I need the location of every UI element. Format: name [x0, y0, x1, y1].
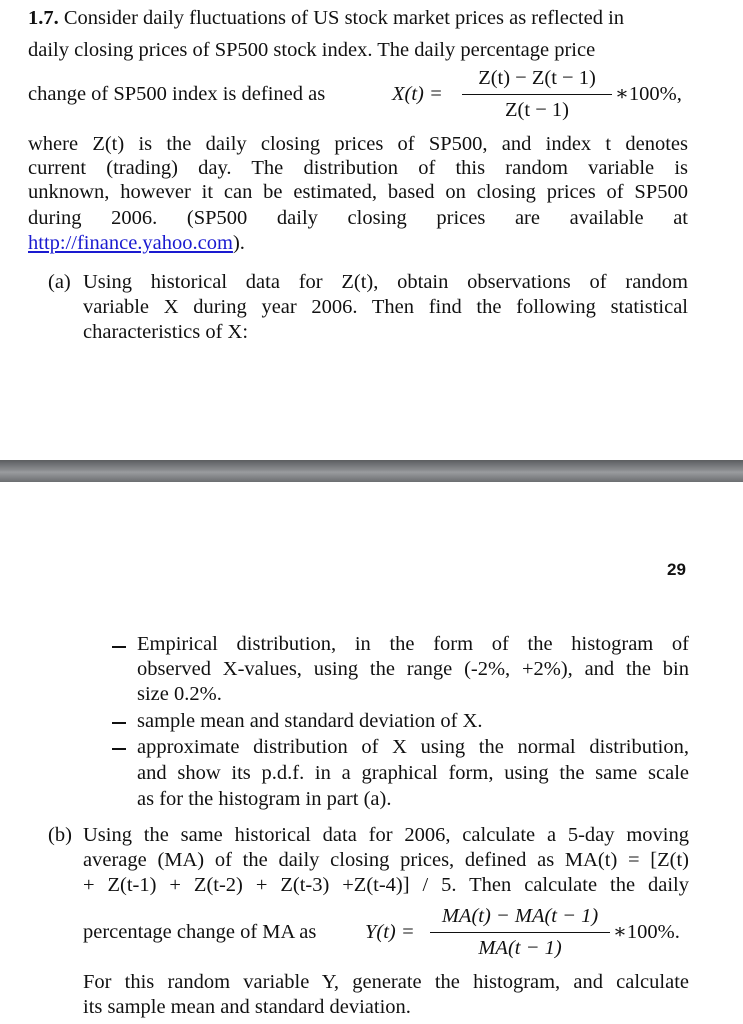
- part-b-label: (b): [48, 824, 72, 846]
- part-a-line-1: Using historical data for Z(t), obtain observations of random: [83, 271, 688, 293]
- part-a-label: (a): [48, 271, 71, 293]
- problem-line-8: http://finance.yahoo.com).: [28, 232, 245, 254]
- bullet-dash: [112, 646, 126, 648]
- equation-y-denominator: MA(t − 1): [478, 937, 562, 959]
- problem-line-6: unknown, however it can be estimated, based on closing prices of SP500: [28, 181, 688, 203]
- part-b-line-4: percentage change of MA as: [83, 921, 317, 943]
- bullet-3-line-1: approximate distribution of X using the normal distribution,: [137, 736, 689, 758]
- problem-line-7: during 2006. (SP500 daily closing prices are available at: [28, 207, 688, 229]
- bullet-dash: [112, 722, 126, 724]
- part-a-line-2: variable X during year 2006. Then find the following statistical: [83, 296, 688, 318]
- bullet-1-line-1: Empirical distribution, in the form of the histogram of: [137, 633, 689, 655]
- problem-line-1: 1.7. Consider daily fluctuations of US stock market prices as reflected in: [28, 7, 625, 29]
- part-b-line-6: its sample mean and standard deviation.: [83, 996, 411, 1018]
- part-b-line-1: Using the same historical data for 2006, calculate a 5-day moving: [83, 824, 689, 846]
- page-separator: [0, 460, 743, 482]
- part-b-line-3: + Z(t-1) + Z(t-2) + Z(t-3) +Z(t-4)] / 5. Then calculate the daily: [83, 874, 689, 896]
- page-top: [0, 0, 743, 460]
- problem-line-3: change of SP500 index is defined as: [28, 83, 326, 105]
- problem-number: 1.7.: [28, 7, 59, 29]
- yahoo-finance-link[interactable]: http://finance.yahoo.com: [28, 232, 233, 254]
- bullet-1-line-3: size 0.2%.: [137, 683, 222, 705]
- fraction-bar: [462, 94, 612, 95]
- bullet-1-line-2: observed X-values, using the range (-2%, +2%), and the bin: [137, 658, 689, 680]
- equation-x-denominator: Z(t − 1): [505, 99, 569, 121]
- bullet-3-line-2: and show its p.d.f. in a graphical form, using the same scale: [137, 762, 689, 784]
- problem-line-2: daily closing prices of SP500 stock index. The daily percentage price: [28, 39, 596, 61]
- problem-line-5: current (trading) day. The distribution of this random variable is: [28, 157, 688, 179]
- equation-x-tail: ∗100%,: [615, 83, 682, 105]
- equation-x-numerator: Z(t) − Z(t − 1): [478, 67, 596, 89]
- part-b-line-5: For this random variable Y, generate the histogram, and calculate: [83, 971, 689, 993]
- equation-y-numerator: MA(t) − MA(t − 1): [441, 905, 599, 927]
- part-a-line-3: characteristics of X:: [83, 321, 249, 343]
- equation-y-lhs: Y(t) =: [365, 921, 415, 943]
- page-number: 29: [667, 560, 686, 579]
- problem-line-4: where Z(t) is the daily closing prices of SP500, and index t denotes: [28, 133, 688, 155]
- bullet-3-line-3: as for the histogram in part (a).: [137, 788, 392, 810]
- page-bottom: [0, 482, 743, 1024]
- bullet-dash: [112, 748, 126, 750]
- fraction-bar: [430, 932, 610, 933]
- equation-x-lhs: X(t) =: [392, 83, 443, 105]
- part-b-line-2: average (MA) of the daily closing prices, defined as MA(t) = [Z(t): [83, 849, 689, 871]
- bullet-2-line-1: sample mean and standard deviation of X.: [137, 710, 483, 732]
- equation-y-tail: ∗100%.: [613, 921, 680, 943]
